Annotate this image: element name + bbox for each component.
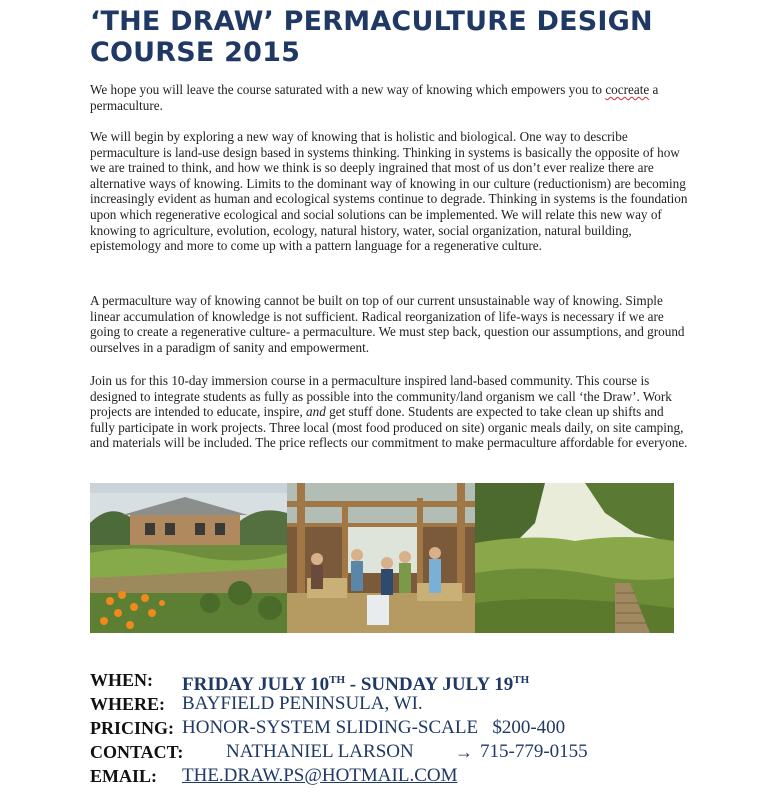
pricing-row <box>90 716 750 740</box>
email-row <box>90 764 750 788</box>
date-separator: - <box>345 674 361 695</box>
end-date-suffix: TH <box>513 674 530 686</box>
where-row <box>90 692 750 716</box>
pricing-label: PRICING: <box>90 718 174 738</box>
photo-strip <box>90 483 674 633</box>
page-title: ‘THE DRAW’ PERMACULTURE DESIGN COURSE 2015 <box>90 6 653 68</box>
contact-row <box>90 740 750 764</box>
email-link[interactable]: THE.DRAW.PS@HOTMAIL.COM <box>182 765 458 786</box>
location-value: BAYFIELD PENINSULA, WI. <box>182 693 423 714</box>
intro-text-start: We hope you will leave the course saturated with a new way of knowing which empowers you to <box>90 82 606 97</box>
intro-paragraph <box>90 82 690 113</box>
intro-text-end: a permaculture. <box>90 82 659 113</box>
straw-bale-building-workshop-photo <box>287 483 475 633</box>
email-label: EMAIL: <box>90 766 157 786</box>
course-text-emphasis: and <box>306 404 326 420</box>
start-date-suffix: TH <box>329 674 346 686</box>
where-label: WHERE: <box>90 694 166 714</box>
contact-name: NATHANIEL LARSON <box>226 741 414 762</box>
spellcheck-word: cocreate <box>605 82 650 97</box>
contact-label: CONTACT: <box>90 742 184 762</box>
start-date: FRIDAY JULY 10 <box>182 674 330 695</box>
course-text-start: Join us for this 10-day immersion course in a permaculture inspired land-based community. This course is designed to integrate students as fully as possible into the community/land organism we call ‘the Draw’. Work projects are intended to educate, inspire, <box>90 373 672 420</box>
way-of-knowing-paragraph: A permaculture way of knowing cannot be built on top of our current unsustainable way of knowing. Simple linear accumulation of knowledge is not sufficient. Radical reorganization of life-ways is necessary if we are going to create a regenerative culture- a permaculture. We must step back, question our assumptions, and ground ourselves in a paradigm of sanity and empowerment. <box>90 293 685 355</box>
end-date: SUNDAY JULY 19 <box>360 674 514 695</box>
timber-frame-house-garden-photo <box>90 483 287 633</box>
event-details <box>90 668 750 788</box>
when-label: WHEN: <box>90 670 153 690</box>
systems-thinking-paragraph: We will begin by exploring a new way of knowing that is holistic and biological. One way to describe permaculture is land-use design based in systems thinking. Thinking in systems is basically the opposite of how we are trained to think, and how we think is so deeply ingrained that most of us don’t ever realize there are alternative ways of knowing. Limits to the dominant way of knowing in our culture (reductionism) are becoming increasingly evident as human and ecological systems continue to degrade. Thinking in systems is the foundation upon which regenerative ecological and social solutions can be implemented. We will relate this new way of knowing to agriculture, evolution, ecology, natural history, water, social organization, natural building, epistemology and more to come up with a pattern language for a regenerative culture. <box>90 129 688 254</box>
meadow-boardwalk-photo <box>475 483 674 633</box>
contact-phone[interactable]: 715-779-0155 <box>480 741 588 762</box>
course-details-paragraph <box>90 373 690 451</box>
when-row <box>90 668 750 695</box>
course-text-end: get stuff done. Students are expected to take clean up shifts and fully participate in work projects. Three local (most food produced on site) organic meals daily, on site camping, and materials will be included. The price reflects our commitment to make permaculture affordable for everyone. <box>90 404 688 451</box>
arrow-right-icon: → <box>455 742 473 762</box>
pricing-value: HONOR-SYSTEM SLIDING-SCALE $200-400 <box>182 717 566 738</box>
